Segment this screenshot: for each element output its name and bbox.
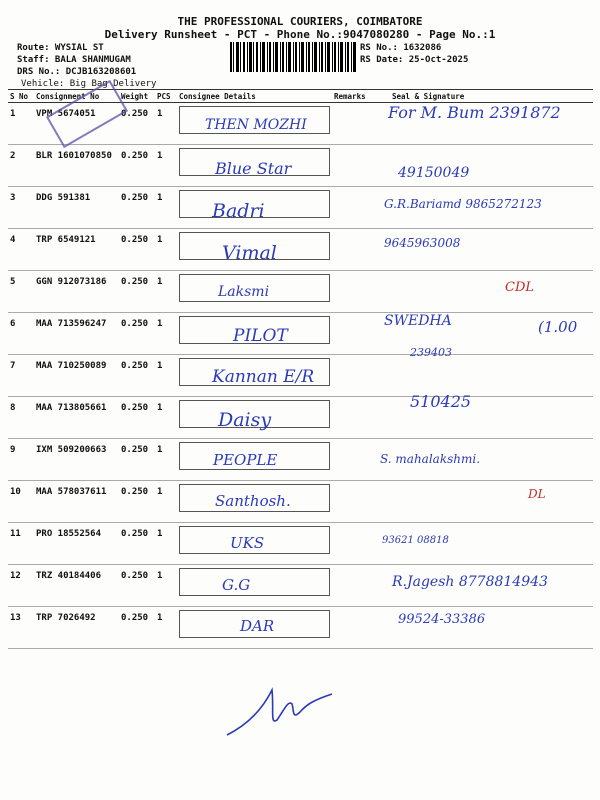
table-row [8, 439, 593, 481]
handwritten-signature: G.R.Bariamd 9865272123 [384, 197, 542, 211]
cell-weight: 0.250 [119, 481, 155, 523]
handwritten-consignee-name: DAR [240, 617, 275, 636]
col-consignment: Consignment No [34, 90, 119, 103]
handwritten-signature: 49150049 [398, 165, 470, 181]
cell-consignee-box [177, 565, 332, 607]
col-signature: Seal & Signature [390, 90, 593, 103]
barcode-image [230, 42, 356, 72]
handwritten-signature: For M. Bum 2391872 [388, 103, 561, 122]
cell-remarks [332, 355, 390, 397]
handwritten-signature: S. mahalakshmi. [380, 452, 481, 466]
handwritten-consignee-name: PILOT [233, 325, 288, 346]
handwritten-signature: 93621 08818 [382, 535, 449, 546]
handwritten-signature: 239403 [410, 346, 452, 359]
cell-signature [390, 481, 593, 523]
cell-weight: 0.250 [119, 103, 155, 145]
cell-sno: 8 [8, 397, 34, 439]
cell-sno: 4 [8, 229, 34, 271]
cell-weight: 0.250 [119, 145, 155, 187]
cell-consignment-no: BLR 1601070850 [34, 145, 119, 187]
handwritten-consignee-name: Santhosh. [215, 492, 291, 511]
cell-pcs: 1 [155, 523, 177, 565]
handwritten-consignee-name: UKS [230, 534, 265, 552]
cell-remarks [332, 145, 390, 187]
handwritten-signature: 99524-33386 [398, 612, 486, 627]
cell-consignment-no: GGN 912073186 [34, 271, 119, 313]
handwritten-consignee-name: THEN MOZHI [205, 117, 307, 133]
cell-pcs: 1 [155, 439, 177, 481]
handwritten-consignee-name: Badri [212, 200, 265, 223]
table-row [8, 145, 593, 187]
col-consignee: Consignee Details [177, 90, 332, 103]
cell-weight: 0.250 [119, 439, 155, 481]
cell-consignment-no: TRP 7026492 [34, 607, 119, 649]
cell-pcs: 1 [155, 355, 177, 397]
cell-remarks [332, 565, 390, 607]
cell-weight: 0.250 [119, 271, 155, 313]
cell-remarks [332, 607, 390, 649]
table-row [8, 397, 593, 439]
handwritten-consignee-name: Daisy [218, 408, 272, 431]
drs-label: DRS No.: DCJB163208601 [17, 67, 137, 77]
table-row [8, 607, 593, 649]
cell-sno: 9 [8, 439, 34, 481]
table-row [8, 523, 593, 565]
cell-consignment-no: TRZ 40184406 [34, 565, 119, 607]
handwritten-signature: SWEDHA [384, 313, 452, 329]
cell-weight: 0.250 [119, 229, 155, 271]
cell-signature [390, 355, 593, 397]
cell-pcs: 1 [155, 145, 177, 187]
cell-sno: 6 [8, 313, 34, 355]
cell-consignment-no: MAA 713805661 [34, 397, 119, 439]
cell-weight: 0.250 [119, 313, 155, 355]
rs-date: RS Date: 25-Oct-2025 [360, 55, 469, 65]
col-pcs: PCS [155, 90, 177, 103]
col-remarks: Remarks [332, 90, 390, 103]
col-weight: Weight [119, 90, 155, 103]
cell-pcs: 1 [155, 565, 177, 607]
cell-remarks [332, 103, 390, 145]
cell-pcs: 1 [155, 229, 177, 271]
cell-remarks [332, 313, 390, 355]
table-row [8, 229, 593, 271]
cell-remarks [332, 229, 390, 271]
cell-consignment-no: MAA 713596247 [34, 313, 119, 355]
cell-consignment-no: MAA 578037611 [34, 481, 119, 523]
cell-sno: 7 [8, 355, 34, 397]
cell-pcs: 1 [155, 607, 177, 649]
cell-weight: 0.250 [119, 565, 155, 607]
handwritten-consignee-name: Laksmi [218, 283, 270, 300]
cell-weight: 0.250 [119, 607, 155, 649]
remark-cdl: CDL [505, 280, 535, 295]
table-row [8, 313, 593, 355]
cell-pcs: 1 [155, 397, 177, 439]
cell-weight: 0.250 [119, 187, 155, 229]
cell-weight: 0.250 [119, 397, 155, 439]
remark-time: (1.00 [538, 318, 578, 336]
handwritten-signature: 510425 [410, 392, 472, 411]
staff-signature-scribble [222, 680, 342, 740]
handwritten-signature: R.Jagesh 8778814943 [392, 574, 548, 590]
cell-sno: 3 [8, 187, 34, 229]
company-title: THE PROFESSIONAL COURIERS, COIMBATORE [177, 15, 423, 28]
cell-weight: 0.250 [119, 355, 155, 397]
cell-consignment-no: DDG 591381 [34, 187, 119, 229]
cell-remarks [332, 271, 390, 313]
cell-consignment-no: VPM 5674051 [34, 103, 119, 145]
consignee-box [179, 568, 330, 596]
vehicle-label: Vehicle: Big Bag Delivery [21, 79, 157, 89]
cell-sno: 1 [8, 103, 34, 145]
handwritten-signature: 9645963008 [384, 236, 461, 250]
cell-remarks [332, 481, 390, 523]
table-row [8, 481, 593, 523]
rs-number: RS No.: 1632086 [360, 43, 442, 53]
cell-weight: 0.250 [119, 523, 155, 565]
cell-pcs: 1 [155, 313, 177, 355]
cell-consignment-no: IXM 509200663 [34, 439, 119, 481]
handwritten-consignee-name: Blue Star [215, 158, 292, 178]
handwritten-consignee-name: G.G [222, 575, 251, 594]
remark-dl: DL [528, 487, 546, 501]
handwritten-consignee-name: PEOPLE [213, 450, 278, 469]
cell-consignment-no: TRP 6549121 [34, 229, 119, 271]
cell-pcs: 1 [155, 271, 177, 313]
col-sno: S No [8, 90, 34, 103]
runsheet-title: Delivery Runsheet - PCT - Phone No.:9047080280 - Page No.:1 [104, 28, 496, 41]
cell-sno: 10 [8, 481, 34, 523]
cell-signature [390, 271, 593, 313]
cell-consignment-no: PRO 18552564 [34, 523, 119, 565]
cell-pcs: 1 [155, 103, 177, 145]
cell-sno: 11 [8, 523, 34, 565]
cell-pcs: 1 [155, 481, 177, 523]
cell-remarks [332, 187, 390, 229]
handwritten-consignee-name: Kannan E/R [212, 367, 315, 388]
cell-pcs: 1 [155, 187, 177, 229]
cell-remarks [332, 397, 390, 439]
cell-sno: 2 [8, 145, 34, 187]
cell-sno: 12 [8, 565, 34, 607]
handwritten-consignee-name: Vimal [222, 242, 277, 265]
route-label: Route: WYSIAL ST [17, 43, 104, 53]
cell-consignment-no: MAA 710250089 [34, 355, 119, 397]
staff-label: Staff: BALA SHANMUGAM [17, 55, 131, 65]
cell-sno: 13 [8, 607, 34, 649]
cell-sno: 5 [8, 271, 34, 313]
